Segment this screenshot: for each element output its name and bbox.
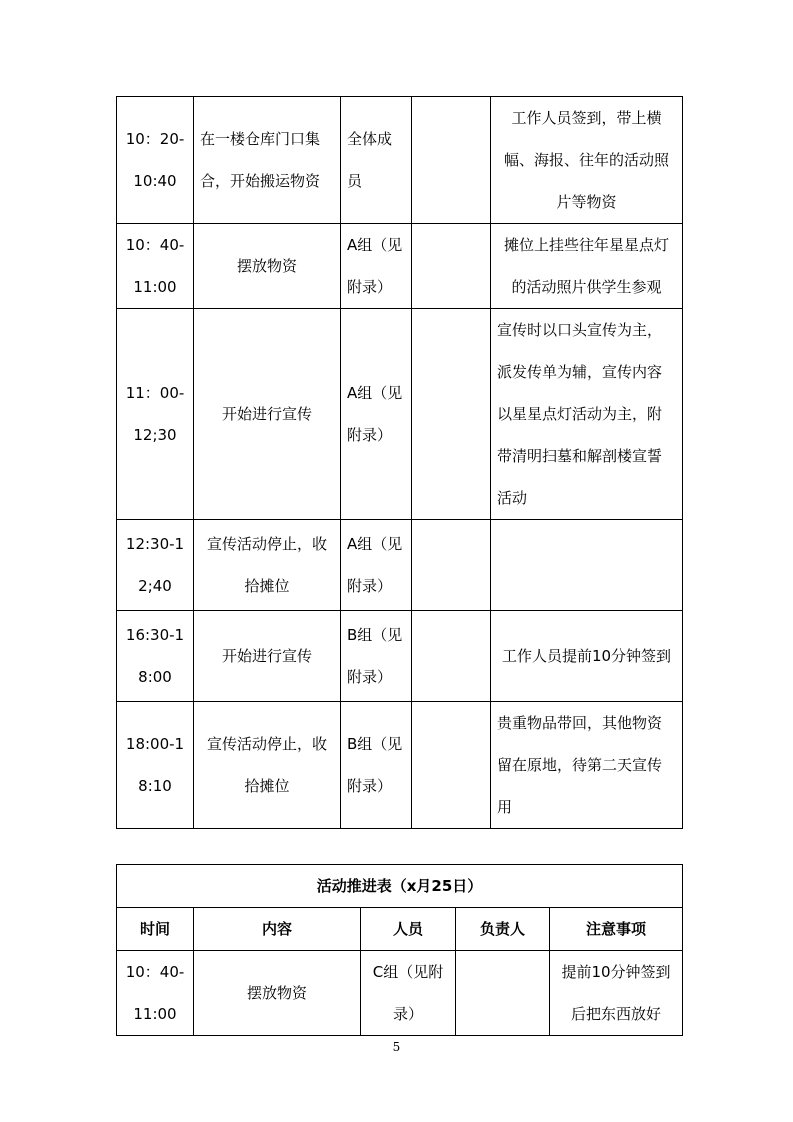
- table-row: [117, 520, 683, 611]
- people-cell: [361, 951, 456, 1036]
- notes-cell: [491, 520, 683, 611]
- cell-text: 10：20-10:40: [125, 130, 185, 190]
- content-cell: [194, 520, 341, 611]
- leader-cell: [412, 702, 491, 829]
- leader-cell: [412, 224, 491, 309]
- header-leader: 负责人: [456, 908, 550, 951]
- cell-text: 工作人员签到，带上横幅、海报、往年的活动照片等物资: [503, 109, 669, 211]
- leader-cell: [456, 951, 550, 1036]
- header-time: 时间: [117, 908, 194, 951]
- time-cell: [117, 97, 194, 224]
- cell-text: 10：40-11:00: [125, 963, 185, 1023]
- cell-text: A组（见附录）: [347, 535, 403, 595]
- header-row: [117, 908, 683, 951]
- cell-text: 开始进行宣传: [221, 405, 312, 423]
- cell-text: 12:30-12;40: [125, 535, 185, 595]
- people-cell: [341, 97, 412, 224]
- notes-cell: [491, 97, 683, 224]
- time-cell: [117, 702, 194, 829]
- content-cell: [194, 97, 341, 224]
- content-cell: [194, 611, 341, 702]
- notes-cell: [491, 309, 683, 520]
- time-cell: [117, 611, 194, 702]
- time-cell: [117, 309, 194, 520]
- cell-text: B组（见附录）: [347, 735, 403, 795]
- table-row: [117, 309, 683, 520]
- cell-text: 宣传活动停止，收拾摊位: [206, 535, 327, 595]
- time-cell: [117, 951, 194, 1036]
- time-cell: [117, 520, 194, 611]
- content-cell: [194, 951, 361, 1036]
- cell-text: 提前10分钟签到后把东西放好: [561, 963, 671, 1023]
- header-notes: 注意事项: [550, 908, 683, 951]
- cell-text: 在一楼仓库门口集合，开始搬运物资: [200, 130, 321, 190]
- page-number: 5: [392, 1040, 401, 1054]
- leader-cell: [412, 611, 491, 702]
- header-content: 内容: [194, 908, 361, 951]
- schedule-table: [116, 96, 683, 829]
- cell-text: 工作人员提前10分钟签到: [501, 647, 672, 665]
- cell-text: 宣传时以口头宣传为主，派发传单为辅，宣传内容以星星点灯活动为主，附带清明扫墓和解剖楼宣誓活动: [497, 321, 663, 507]
- people-cell: [341, 611, 412, 702]
- cell-text: B组（见附录）: [347, 626, 403, 686]
- table-title: 活动推进表（x月25日）: [117, 865, 683, 908]
- people-cell: [341, 520, 412, 611]
- people-cell: [341, 224, 412, 309]
- cell-text: 16:30-18:00: [125, 626, 185, 686]
- time-cell: [117, 224, 194, 309]
- cell-text: 摆放物资: [236, 257, 297, 275]
- content-cell: [194, 309, 341, 520]
- table-row: [117, 702, 683, 829]
- table-row: [117, 951, 683, 1036]
- notes-cell: [491, 702, 683, 829]
- cell-text: 开始进行宣传: [221, 647, 312, 665]
- cell-text: 18:00-18:10: [125, 735, 185, 795]
- cell-text: 摊位上挂些往年星星点灯的活动照片供学生参观: [503, 236, 669, 296]
- table-row: [117, 224, 683, 309]
- header-people: 人员: [361, 908, 456, 951]
- cell-text: A组（见附录）: [347, 236, 403, 296]
- content-cell: [194, 702, 341, 829]
- table-title-row: [117, 865, 683, 908]
- cell-text: 贵重物品带回，其他物资留在原地，待第二天宣传用: [497, 714, 663, 816]
- cell-text: 11：00-12;30: [125, 384, 185, 444]
- leader-cell: [412, 309, 491, 520]
- notes-cell: [550, 951, 683, 1036]
- schedule-table-day25: [116, 864, 683, 1036]
- cell-text: 10：40-11:00: [125, 236, 185, 296]
- cell-text: 宣传活动停止，收拾摊位: [206, 735, 327, 795]
- cell-text: 全体成员: [347, 130, 393, 190]
- people-cell: [341, 309, 412, 520]
- people-cell: [341, 702, 412, 829]
- leader-cell: [412, 97, 491, 224]
- notes-cell: [491, 224, 683, 309]
- cell-text: A组（见附录）: [347, 384, 403, 444]
- notes-cell: [491, 611, 683, 702]
- leader-cell: [412, 520, 491, 611]
- table-row: [117, 611, 683, 702]
- cell-text: 摆放物资: [246, 984, 307, 1002]
- cell-text: C组（见附录）: [372, 963, 444, 1023]
- content-cell: [194, 224, 341, 309]
- table-row: [117, 97, 683, 224]
